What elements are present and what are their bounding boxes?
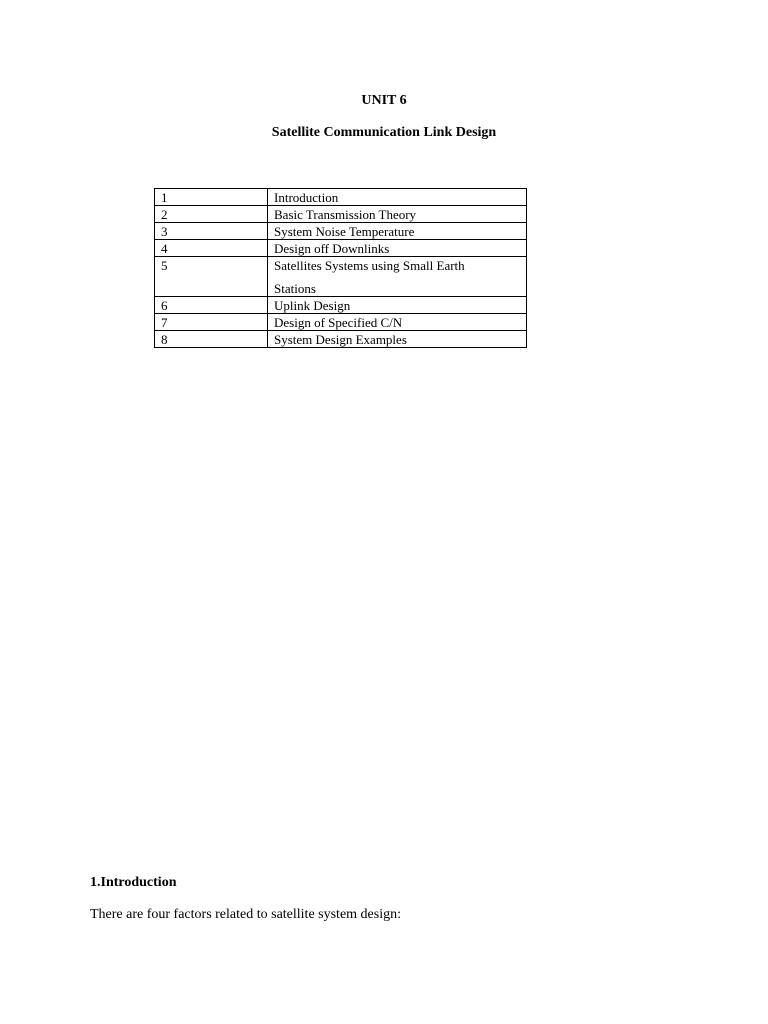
row-topic: System Design Examples [268,331,527,348]
table-row [155,297,527,314]
row-topic-line2: Stations [274,281,316,296]
row-number: 3 [155,223,268,240]
row-topic: Design off Downlinks [268,240,527,257]
row-topic: Uplink Design [268,297,527,314]
body-paragraph: There are four factors related to satellite system design: [90,907,401,922]
table-row [155,314,527,331]
row-number: 4 [155,240,268,257]
unit-label: UNIT 6 [361,93,407,108]
row-number: 7 [155,314,268,331]
table-row [155,206,527,223]
row-topic: System Noise Temperature [268,223,527,240]
section-heading: 1.Introduction [90,875,177,890]
table-row [155,223,527,240]
table-row [155,189,527,206]
row-topic-line1: Satellites Systems using Small Earth [274,258,465,273]
table-row [155,331,527,348]
contents-table [154,188,527,348]
row-topic [268,257,527,297]
table-row [155,240,527,257]
table-row [155,257,527,297]
row-number: 8 [155,331,268,348]
row-number: 1 [155,189,268,206]
row-topic: Basic Transmission Theory [268,206,527,223]
page-title: Satellite Communication Link Design [271,125,497,140]
row-number: 5 [155,257,268,297]
row-number: 2 [155,206,268,223]
row-topic: Design of Specified C/N [268,314,527,331]
row-number: 6 [155,297,268,314]
row-topic: Introduction [268,189,527,206]
